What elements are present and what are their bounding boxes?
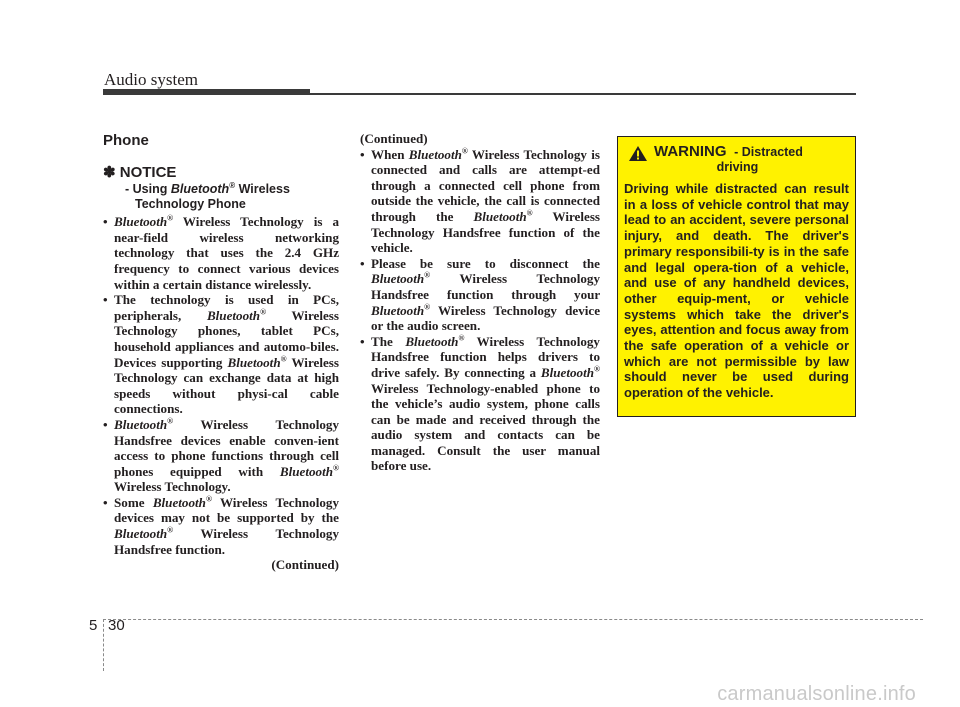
warning-subtitle: - Distracted xyxy=(734,145,803,159)
column-middle xyxy=(360,131,600,474)
warning-body: Driving while distracted can result in a loss of vehicle control that may lead to an accident, severe personal injury, and death. The driver's primary responsibili-ty is in the safe and legal opera-tion of a vehicle, and use of any handheld devices, other equip-ment, or vehicle systems which take the driver's eyes, attention and focus away from the safe operation of a vehicle or which are not permissible by law should never be used during operation of the vehicle. xyxy=(624,181,849,401)
list-item: • The technology is used in PCs, peripherals, Bluetooth® Wireless Technology phones, tablet PCs, household appliances and automo-biles. Devices supporting Bluetooth® Wireless Technology can exchange data at high speeds without physi-cal cable connections. xyxy=(103,292,339,417)
list-item: • The Bluetooth® Wireless Technology Handsfree function helps drivers to drive safely. By connecting a Bluetooth® Wireless Technology-enabled phone to the vehicle’s audio system, phone calls can be made and received through the audio system and contacts can be managed. Consult the user manual before use. xyxy=(360,334,600,474)
footer-rule-vertical xyxy=(103,619,104,671)
list-item: • Please be sure to disconnect the Bluetooth® Wireless Technology Handsfree function through your Bluetooth® Wireless Technology device or the audio screen. xyxy=(360,256,600,334)
warning-word: WARNING xyxy=(654,143,727,160)
warning-header xyxy=(624,143,849,175)
notice-title: ✽ NOTICE xyxy=(103,163,177,181)
warning-subtitle-line2: driving xyxy=(716,160,759,174)
list-item: • When Bluetooth® Wireless Technology is connected and calls are attempt-ed through a connected cell phone from outside the vehicle, the call is connected through the Bluetooth® Wireless Technology Handsfree function of the vehicle. xyxy=(360,147,600,256)
list-item: • Some Bluetooth® Wireless Technology devices may not be supported by the Bluetooth® Wireless Technology Handsfree function. xyxy=(103,495,339,557)
warning-triangle-icon xyxy=(628,145,648,162)
header-title: Audio system xyxy=(104,70,198,89)
bullet-list-middle xyxy=(360,147,600,474)
page-number: 30 xyxy=(108,617,125,634)
header-rule-thin xyxy=(310,93,856,95)
notice-subtitle: - Using Bluetooth® Wireless Technology Phone xyxy=(125,181,290,212)
watermark: carmanualsonline.info xyxy=(717,683,916,705)
bullet-list-left xyxy=(103,214,339,557)
list-item: • Bluetooth® Wireless Technology is a near-field wireless networking technology that uses the 2.4 GHz frequency to connect various devices within a certain distance wirelessly. xyxy=(103,214,339,292)
continued-label: (Continued) xyxy=(271,557,339,573)
continued-label: (Continued) xyxy=(360,131,428,146)
column-left xyxy=(103,131,339,573)
warning-box xyxy=(617,136,856,417)
footer-rule xyxy=(103,619,923,620)
header-rule-thick xyxy=(103,89,310,95)
section-title: Phone xyxy=(103,132,149,149)
chapter-number: 5 xyxy=(89,617,98,634)
list-item: • Bluetooth® Wireless Technology Handsfree devices enable conven-ient access to phone functions through cell phones equipped with Bluetooth® Wireless Technology. xyxy=(103,417,339,495)
